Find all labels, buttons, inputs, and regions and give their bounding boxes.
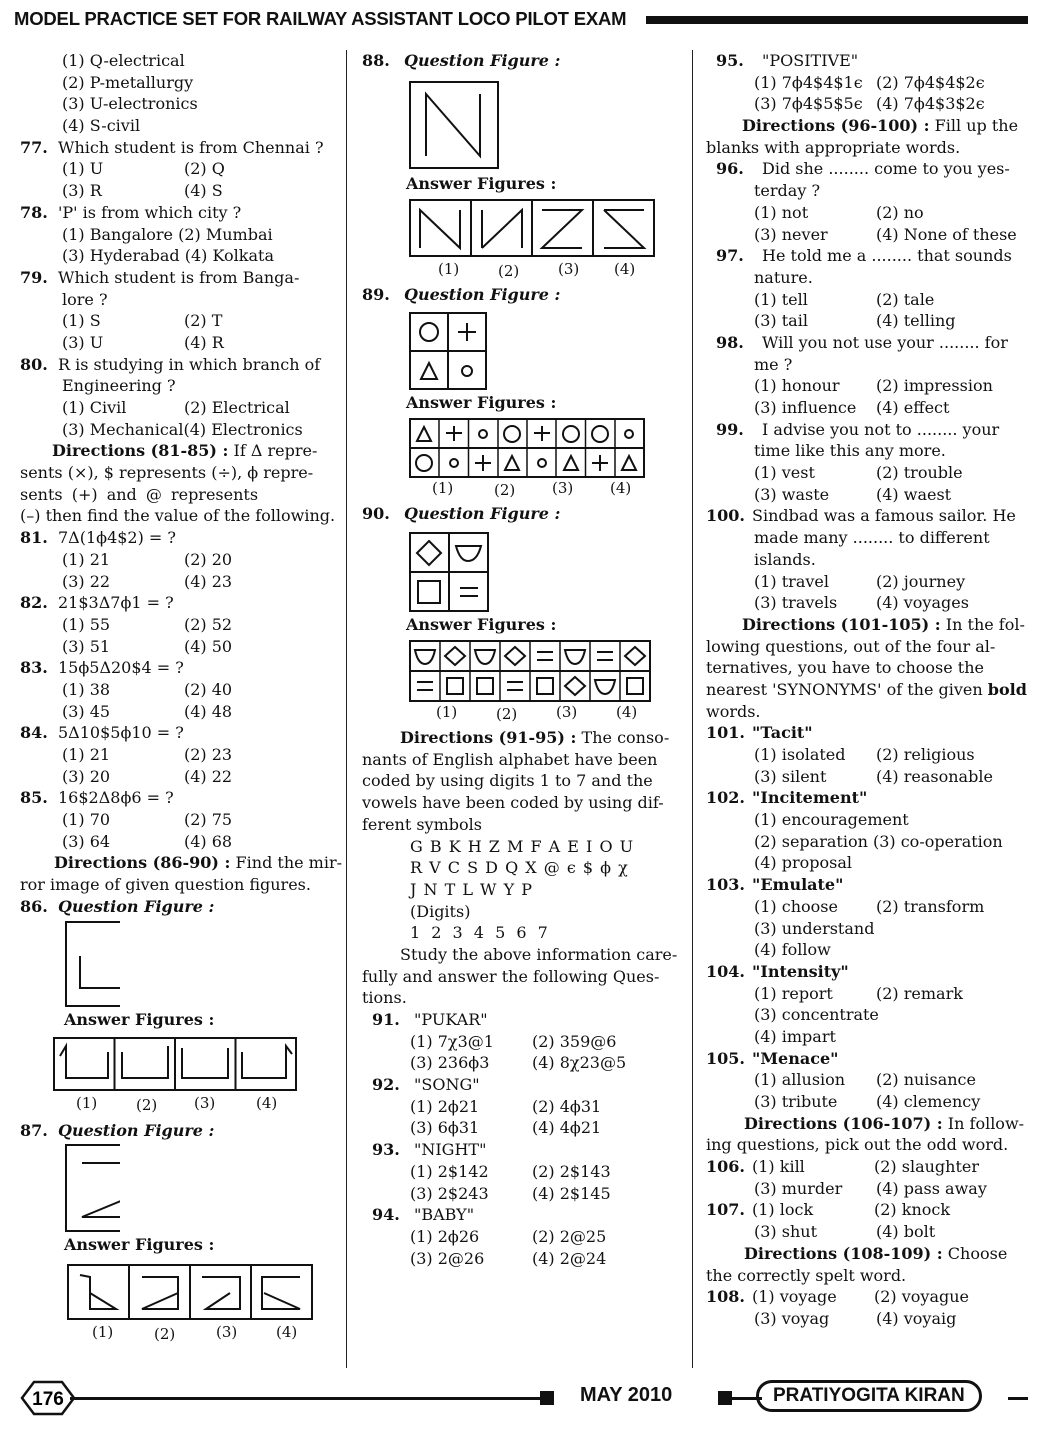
options: (3) 20 (4) 22 xyxy=(62,766,233,786)
question-97: 97. He told me a ........ that sounds xyxy=(716,246,1012,266)
code-table-letters: G B K H Z M F A E I O U xyxy=(410,836,635,856)
options: (3) 2@26 (4) 2@24 xyxy=(410,1248,607,1268)
answer-figures-label: Answer Figures : xyxy=(64,1009,215,1029)
options: (3) 22 (4) 23 xyxy=(62,571,233,591)
options: (1) 2ϕ26 (2) 2@25 xyxy=(410,1226,607,1246)
directions-91-95: Directions (91-95) : The conso- nants of English alphabet have been coded by using digits 1 to 7 and the vowels have been coded by using dif- ferent symbols xyxy=(362,728,670,834)
answer-numbers: (1) (2) (3) (4) xyxy=(92,1323,298,1344)
options: (1) 21 (2) 20 xyxy=(62,549,233,569)
question-text: me ? xyxy=(754,354,793,374)
options: (1) isolated (2) religious xyxy=(754,745,975,764)
option-line: (1) Q-electrical xyxy=(62,51,185,70)
answer-figures-label: Answer Figures : xyxy=(64,1235,215,1255)
question-104: 104. "Intensity" xyxy=(706,961,849,981)
question-90: 90. Question Figure : xyxy=(362,504,561,524)
options: (3) 236ϕ3 (4) 8χ23@5 xyxy=(410,1053,627,1073)
question-78: 78. 'P' is from which city ? xyxy=(20,202,242,222)
column-1 xyxy=(20,50,343,1345)
question-84: 84. 5Δ10$5ϕ10 = ? xyxy=(20,723,184,743)
question-figure-87 xyxy=(20,1141,120,1235)
question-82: 82. 21$3Δ7ϕ1 = ? xyxy=(20,593,174,613)
question-85: 85. 16$2Δ8ϕ6 = ? xyxy=(20,788,174,808)
page-header xyxy=(14,6,1028,34)
options: (1) U (2) Q xyxy=(62,159,225,179)
question-93: 93. "NIGHT" xyxy=(372,1140,487,1160)
answer-figures-label: Answer Figures : xyxy=(406,615,557,635)
question-103: 103. "Emulate" xyxy=(706,875,844,895)
options: (3) 2$243 (4) 2$145 xyxy=(410,1183,611,1203)
options: (3) never (4) None of these xyxy=(754,224,1017,244)
instruction-text: fully and answer the following Ques- xyxy=(362,966,660,986)
question-100: 100. Sindbad was a famous sailor. He xyxy=(706,506,1016,526)
instruction-text: Study the above information care- xyxy=(400,944,678,964)
options: (1) vest (2) trouble xyxy=(754,463,963,483)
question-95: 95. "POSITIVE" xyxy=(716,51,859,70)
option-line: (2) P-metallurgy xyxy=(62,72,194,92)
question-102: 102. "Incitement" xyxy=(706,788,868,808)
options: (4) follow xyxy=(754,940,831,960)
answer-figures-88 xyxy=(362,198,672,260)
options: (1) tell (2) tale xyxy=(754,289,935,309)
options: (1) 2$142 (2) 2$143 xyxy=(410,1161,611,1181)
question-text: terday ? xyxy=(754,181,821,201)
question-text: time like this any more. xyxy=(754,441,946,461)
options: (3) Hyderabad (4) Kolkata xyxy=(62,246,274,266)
question-89: 89. Question Figure : xyxy=(362,284,561,304)
answer-figures-label: Answer Figures : xyxy=(406,393,557,413)
code-table-digits-label: (Digits) xyxy=(410,901,471,921)
options: (1) honour (2) impression xyxy=(754,376,993,396)
options: (3) waste (4) waest xyxy=(754,484,952,504)
answer-numbers: (1) (2) (3) (4) xyxy=(76,1093,278,1114)
question-86: 86. Question Figure : xyxy=(20,896,215,916)
options: (1) 7ϕ4$4$1ϵ (2) 7ϕ4$4$2ϵ xyxy=(754,72,985,92)
options: (1) Bangalore (2) Mumbai xyxy=(62,224,273,244)
options: (1) 21 (2) 23 xyxy=(62,745,233,764)
options: (1) travel (2) journey xyxy=(754,571,966,591)
question-83: 83. 15ϕ5Δ20$4 = ? xyxy=(20,658,184,678)
header-title: MODEL PRACTICE SET FOR RAILWAY ASSISTANT LOCO PILOT EXAM xyxy=(14,8,627,29)
answer-figures-90 xyxy=(362,639,672,703)
options: (1) 2ϕ21 (2) 4ϕ31 xyxy=(410,1096,602,1116)
directions-81-85: Directions (81-85) : If Δ repre- sents (×), $ represents (÷), ϕ repre- sents (+) and @ represents (–) then find the value of the following. xyxy=(20,441,336,526)
question-88: 88. Question Figure : xyxy=(362,51,561,70)
page-footer xyxy=(18,1376,1028,1420)
answer-figures-89 xyxy=(362,417,672,479)
header-bar xyxy=(646,16,1028,24)
options: (3) 51 (4) 50 xyxy=(62,636,233,656)
code-table-symbols: R V C S D Q X @ ϵ $ ϕ χ xyxy=(410,858,629,878)
options: (1) Civil (2) Electrical xyxy=(62,398,290,417)
options: (1) allusion (2) nuisance xyxy=(754,1070,976,1090)
footer-square xyxy=(540,1391,554,1405)
question-101: 101. "Tacit" xyxy=(706,723,813,743)
options: (3) influence (4) effect xyxy=(754,398,950,417)
options: (3) 45 (4) 48 xyxy=(62,701,233,721)
answer-numbers: (1) (2) (3) (4) xyxy=(436,703,638,724)
options: (3) 64 (4) 68 xyxy=(62,831,233,851)
column-2 xyxy=(362,50,680,1269)
options: (1) S (2) T xyxy=(62,311,223,331)
options: (3) 6ϕ31 (4) 4ϕ21 xyxy=(410,1118,602,1138)
options: (3) understand xyxy=(754,918,875,938)
question-figure-90 xyxy=(362,529,512,615)
options: (1) 70 (2) 75 xyxy=(62,810,233,830)
directions-108-109: Directions (108-109) : Choose the correctly spelt word. xyxy=(706,1243,1008,1285)
options: (3) concentrate xyxy=(754,1005,879,1025)
question-108: 108. (1) voyage (2) voyague xyxy=(706,1287,970,1307)
code-table-consonants: J N T L W Y P xyxy=(410,879,533,899)
question-text: lore ? xyxy=(62,289,108,309)
question-figure-86 xyxy=(20,918,120,1010)
column-3 xyxy=(706,50,1027,1330)
options: (4) proposal xyxy=(754,853,853,873)
question-94: 94. "BABY" xyxy=(372,1205,475,1225)
column-rule xyxy=(346,50,347,1368)
options: (1) 7χ3@1 (2) 359@6 xyxy=(410,1031,617,1051)
question-87: 87. Question Figure : xyxy=(20,1120,215,1140)
page-number: 176 xyxy=(32,1389,64,1410)
options: (1) report (2) remark xyxy=(754,983,963,1003)
question-text: Engineering ? xyxy=(62,376,176,396)
question-77: 77. Which student is from Chennai ? xyxy=(20,137,324,157)
options: (1) 38 (2) 40 xyxy=(62,679,233,699)
question-107: 107. (1) lock (2) knock xyxy=(706,1200,951,1220)
answer-figures-87 xyxy=(20,1263,320,1323)
question-80: 80. R is studying in which branch of xyxy=(20,354,321,374)
options: (3) shut (4) bolt xyxy=(754,1222,936,1242)
options: (1) encouragement xyxy=(754,810,909,830)
options: (3) R (4) S xyxy=(62,181,223,201)
question-99: 99. I advise you not to ........ your xyxy=(716,419,1000,439)
options: (1) 55 (2) 52 xyxy=(62,614,233,634)
directions-101-105: Directions (101-105) : In the fol- lowing questions, out of the four al- ternatives, you have to choose the nearest 'SYNONYMS' of the given bold words. xyxy=(706,614,1027,721)
options: (1) not (2) no xyxy=(754,202,924,222)
question-text: nature. xyxy=(754,267,813,287)
directions-106-107: Directions (106-107) : In follow- ing questions, pick out the odd word. xyxy=(706,1113,1025,1155)
options: (3) 7ϕ4$5$5ϵ (4) 7ϕ4$3$2ϵ xyxy=(754,94,985,114)
options: (3) tribute (4) clemency xyxy=(754,1092,981,1111)
footer-month: MAY 2010 xyxy=(580,1384,673,1406)
options: (2) separation (3) co-operation xyxy=(754,831,1003,851)
answer-figures-86 xyxy=(20,1036,320,1094)
answer-figures-label: Answer Figures : xyxy=(406,173,557,193)
options: (3) U (4) R xyxy=(62,332,224,352)
options: (4) impart xyxy=(754,1026,836,1046)
column-rule xyxy=(692,50,693,1368)
question-105: 105. "Menace" xyxy=(706,1048,839,1068)
question-81: 81. 7Δ(1ϕ4$2) = ? xyxy=(20,528,176,548)
option-line: (4) S-civil xyxy=(62,116,141,136)
question-96: 96. Did she ........ come to you yes- xyxy=(716,159,1010,179)
question-text: islands. xyxy=(754,549,816,569)
answer-numbers: (1) (2) (3) (4) xyxy=(432,479,632,500)
options: (3) voyag (4) voyaig xyxy=(754,1308,957,1328)
directions-86-90: Directions (86-90) : Find the mir- ror image of given question figures. xyxy=(20,853,343,895)
question-92: 92. "SONG" xyxy=(372,1075,480,1095)
question-79: 79. Which student is from Banga- xyxy=(20,267,300,287)
options: (3) murder (4) pass away xyxy=(754,1178,987,1198)
footer-rule xyxy=(70,1397,548,1400)
instruction-text: tions. xyxy=(362,988,407,1008)
directions-96-100: Directions (96-100) : Fill up the blanks with appropriate words. xyxy=(706,116,1019,157)
question-figure-88 xyxy=(362,78,512,174)
options: (3) travels (4) voyages xyxy=(754,593,969,613)
question-figure-89 xyxy=(362,309,512,393)
options: (1) choose (2) transform xyxy=(754,896,985,916)
question-98: 98. Will you not use your ........ for xyxy=(716,332,1008,352)
code-table-digits: 1 2 3 4 5 6 7 xyxy=(410,923,551,943)
footer-brand: PRATIYOGITA KIRAN xyxy=(756,1380,982,1412)
footer-square xyxy=(718,1391,732,1405)
question-106: 106. (1) kill (2) slaughter xyxy=(706,1157,980,1177)
footer-rule xyxy=(1008,1397,1028,1400)
options: (3) tail (4) telling xyxy=(754,311,956,331)
options: (3) Mechanical(4) Electronics xyxy=(62,419,303,439)
question-text: made many ........ to different xyxy=(754,528,990,548)
answer-numbers: (1) (2) (3) (4) xyxy=(438,259,636,280)
options: (3) silent (4) reasonable xyxy=(754,766,993,786)
option-line: (3) U-electronics xyxy=(62,94,198,114)
question-91: 91. "PUKAR" xyxy=(372,1010,488,1029)
